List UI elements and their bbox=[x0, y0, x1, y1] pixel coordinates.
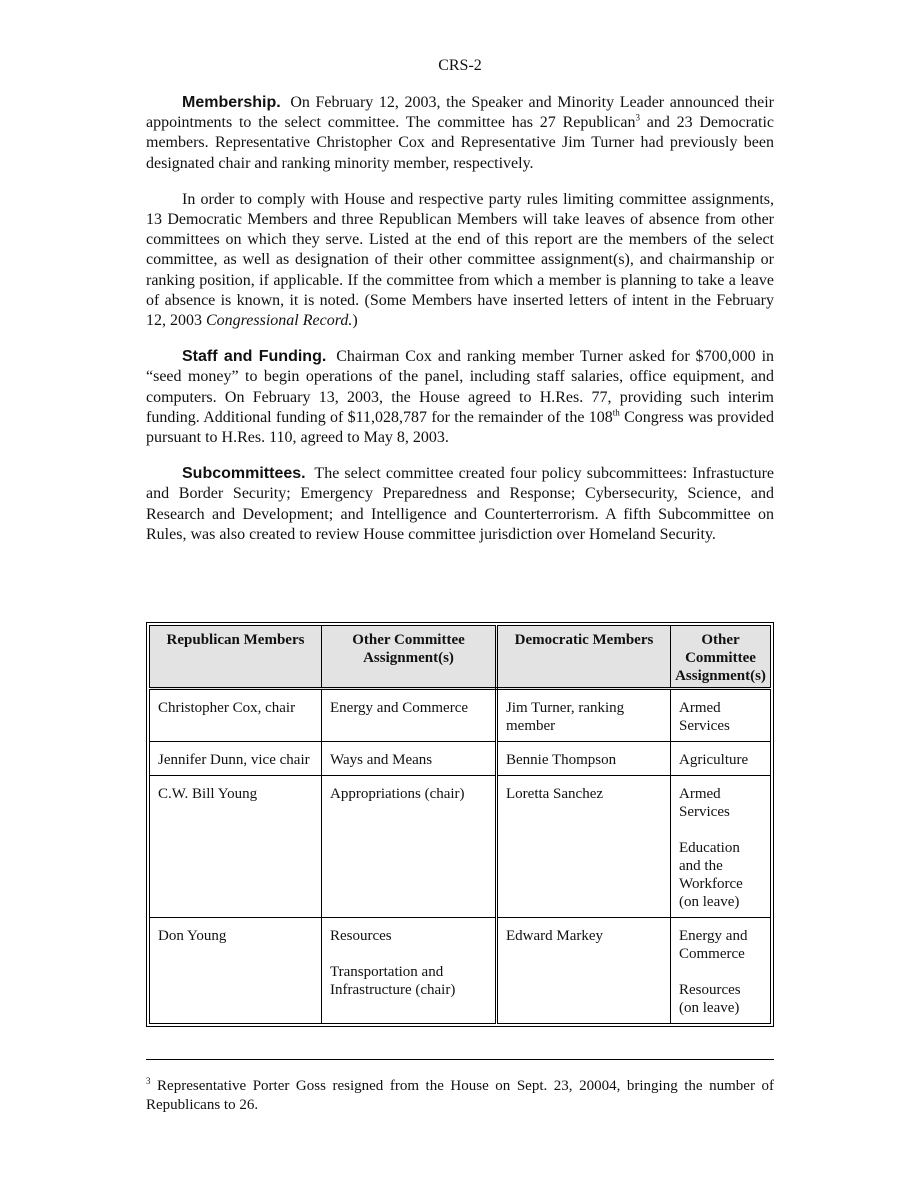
table-row bbox=[150, 776, 771, 918]
democratic-assignment bbox=[671, 689, 771, 742]
assignment-item: Appropriations (chair) bbox=[330, 786, 465, 802]
democratic-assignment bbox=[671, 776, 771, 918]
page-number: CRS-2 bbox=[438, 57, 482, 74]
table-header-row bbox=[150, 626, 771, 689]
republican-member: Christopher Cox, chair bbox=[150, 689, 322, 742]
header-rep-other-assignments: Other Committee Assignment(s) bbox=[322, 626, 497, 689]
footnote-marker: 3 bbox=[146, 1076, 151, 1086]
footnote-separator bbox=[146, 1059, 774, 1060]
assignment-item: Education and the Workforce (on leave) bbox=[679, 840, 743, 910]
table-row bbox=[150, 742, 771, 776]
staff-text-a: Chairman Cox and ranking member Turner asked for $700,000 in “seed money” to begin operations of the panel, including staff salaries, office equipment, and computers. On February 13, 2003, the House agreed to H.Res. 77, providing such interim funding. Additional funding of $11,028,787 for the remainder of the 108 bbox=[146, 348, 775, 426]
democratic-assignment bbox=[671, 742, 771, 776]
compliance-paragraph bbox=[146, 190, 774, 331]
members-table bbox=[149, 625, 771, 1024]
compliance-text-b: ) bbox=[352, 312, 358, 330]
subcommittees-paragraph bbox=[146, 464, 774, 545]
table-row bbox=[150, 689, 771, 742]
membership-text-a: On February 12, 2003, the Speaker and Minority Leader announced their appointments to the select committee. The committee has 27 Republican bbox=[146, 94, 775, 132]
republican-member: Jennifer Dunn, vice chair bbox=[150, 742, 322, 776]
assignment-item: Armed Services bbox=[679, 700, 730, 734]
ordinal-superscript: th bbox=[612, 407, 620, 418]
staff-funding-paragraph bbox=[146, 347, 774, 448]
membership-paragraph bbox=[146, 93, 774, 174]
header-dem-other-assignments: Other Committee Assignment(s) bbox=[671, 626, 771, 689]
republican-assignment bbox=[322, 689, 497, 742]
republican-assignment bbox=[322, 918, 497, 1024]
democratic-member: Edward Markey bbox=[497, 918, 671, 1024]
membership-heading: Membership. bbox=[182, 94, 281, 111]
assignment-item: Armed Services bbox=[679, 786, 730, 820]
assignment-item: Resources (on leave) bbox=[679, 982, 741, 1016]
democratic-member: Bennie Thompson bbox=[497, 742, 671, 776]
staff-text-b: Congress was provided pursuant to H.Res. 110, agreed to May 8, 2003. bbox=[146, 408, 775, 447]
assignment-item: Energy and Commerce bbox=[330, 700, 469, 716]
democratic-member: Loretta Sanchez bbox=[497, 776, 671, 918]
republican-member: C.W. Bill Young bbox=[150, 776, 322, 918]
membership-text-b: and 23 Democratic members. Representative Christopher Cox and Representative Jim Turner had previously been designated chair and ranking minority member, respectively. bbox=[146, 114, 775, 172]
footnote bbox=[146, 1077, 774, 1114]
subcommittees-text: The select committee created four policy subcommittees: Infrastucture and Border Security; Emergency Preparedness and Response; Cybersecurity, Science, and Research and Development; and Intelligence and Counterterrorism. A fifth Subcommittee on Rules, was also created to review House committee jurisdiction over Homeland Security. bbox=[146, 465, 774, 543]
republican-member: Don Young bbox=[150, 918, 322, 1024]
assignment-item: Transportation and Infrastructure (chair) bbox=[330, 964, 456, 998]
body-text bbox=[146, 93, 774, 561]
subcommittees-heading: Subcommittees. bbox=[182, 465, 306, 483]
democratic-assignment bbox=[671, 918, 771, 1024]
footnote-reference[interactable]: 3 bbox=[635, 112, 640, 123]
header-republican-members: Republican Members bbox=[150, 626, 322, 689]
staff-funding-heading: Staff and Funding. bbox=[182, 348, 327, 366]
assignment-item: Ways and Means bbox=[330, 752, 433, 768]
assignment-item: Resources bbox=[330, 928, 392, 944]
table-row bbox=[150, 918, 771, 1024]
assignment-item: Agriculture bbox=[679, 752, 749, 768]
democratic-member: Jim Turner, ranking member bbox=[497, 689, 671, 742]
members-table-frame bbox=[146, 622, 774, 1027]
footnote-text: Representative Porter Goss resigned from the House on Sept. 23, 20004, bringing the number of Republicans to 26. bbox=[146, 1078, 774, 1113]
republican-assignment bbox=[322, 742, 497, 776]
republican-assignment bbox=[322, 776, 497, 918]
assignment-item: Energy and Commerce bbox=[679, 928, 748, 962]
congressional-record-title: Congressional Record. bbox=[206, 312, 353, 330]
compliance-text-a: In order to comply with House and respective party rules limiting committee assignments, 13 Democratic Members and three Republican Members will take leaves of absence from other committees on which they serve. Listed at the end of this report are the members of the select committee, as well as designation of their other committee assignment(s), and chairmanship or ranking position, if applicable. If the committee from which a member is planning to take a leave of absence is known, it is noted. (Some Members have inserted letters of intent in the February 12, 2003 bbox=[146, 190, 774, 330]
header-democratic-members: Democratic Members bbox=[497, 626, 671, 689]
